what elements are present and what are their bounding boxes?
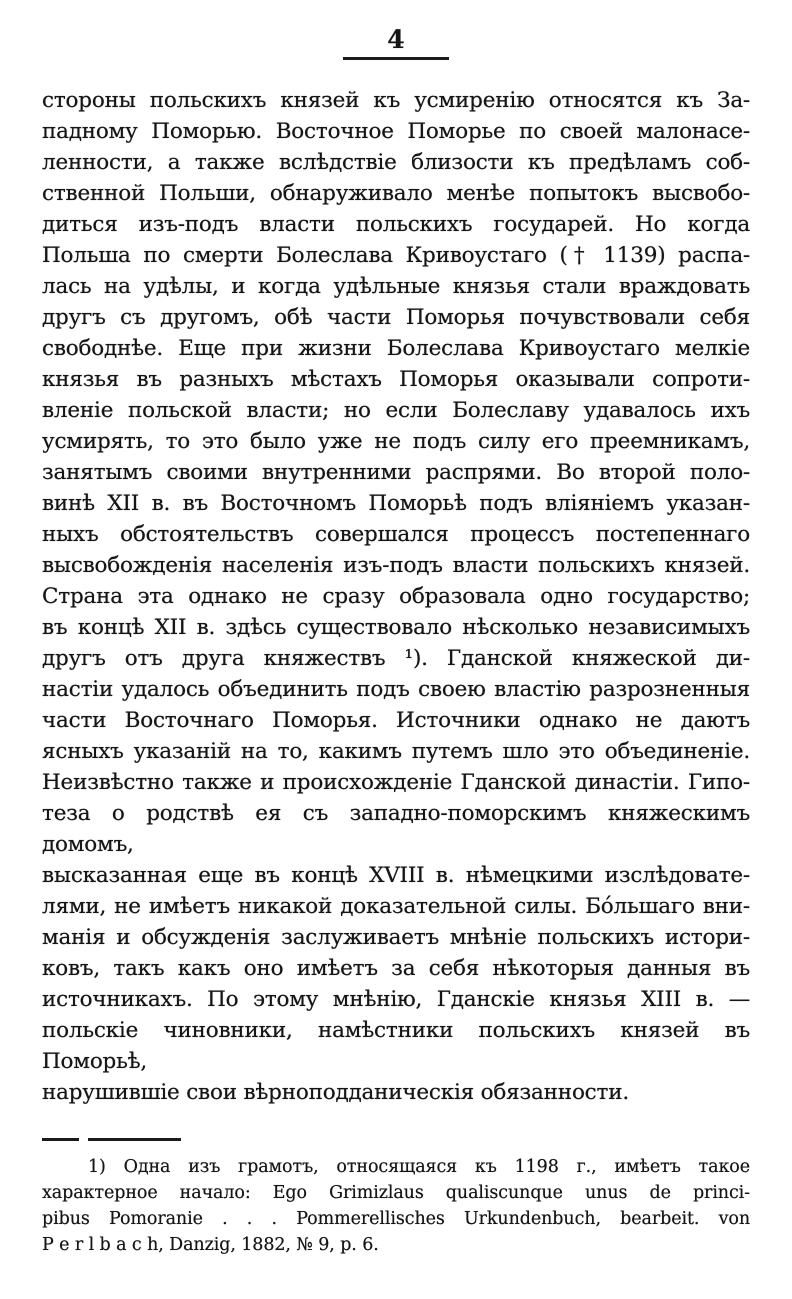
body-text-line: свободнѣе. Еще при жизни Болеслава Кривоустаго мелкіе — [42, 335, 750, 361]
footnote-text-line: pibus Pomoranie . . . Pommerellisches Urkundenbuch, bearbeit. von — [42, 1208, 750, 1229]
footnote-text-line: характерное начало: Ego Grimizlaus qualiscunque unus de princi- — [42, 1182, 750, 1203]
body-text-line: Страна эта однако не сразу образовала одно государство; — [42, 583, 750, 609]
body-text-line: другъ съ другомъ, обѣ части Поморья почувствовали себя — [42, 304, 750, 330]
body-text-line: занятымъ своими внутренними распрями. Во второй поло- — [42, 459, 750, 485]
page-number: 4 — [387, 25, 405, 54]
body-text-line: Неизвѣстно также и происхожденіе Гданской династіи. Гипо- — [42, 769, 750, 795]
body-text-line: манія и обсужденія заслуживаетъ мнѣніе польскихъ истори- — [42, 924, 750, 950]
footnote-text — [42, 1154, 750, 1258]
body-text-line: другъ отъ друга княжествъ ¹). Гданской княжеской ди- — [42, 645, 750, 671]
body-text-line: падному Поморью. Восточное Поморье по своей малонасе- — [42, 118, 750, 144]
body-text-line: Польша по смерти Болеслава Кривоустаго († 1139) распа- — [42, 242, 750, 268]
body-text-line: ныхъ обстоятельствъ совершался процессъ постепеннаго — [42, 521, 750, 547]
body-text-line: ленности, а также вслѣдствіе близости къ предѣламъ соб- — [42, 149, 750, 175]
footnote-separator-dash — [42, 1138, 79, 1141]
body-text-line: усмирять, то это было уже не подъ силу его преемникамъ, — [42, 428, 750, 454]
body-text-line: ственной Польши, обнаруживало менѣе попытокъ высвобо- — [42, 180, 750, 206]
body-text-line: настіи удалось объединить подъ своею властію разрозненныя — [42, 676, 750, 702]
body-text-line: ковъ, такъ какъ оно имѣетъ за себя нѣкоторыя данныя въ — [42, 955, 750, 981]
footnote-separator-rule — [88, 1138, 181, 1141]
body-text-line: диться изъ-подъ власти польскихъ государей. Но когда — [42, 211, 750, 237]
body-text-line: высказанная еще въ концѣ XVIII в. нѣмецкими изслѣдовате- — [42, 862, 750, 888]
body-text-line: лями, не имѣетъ никакой доказательной силы. Бо́льшаго вни- — [42, 893, 750, 919]
footnote-separator — [42, 1138, 750, 1141]
body-text-line: нарушившіе свои вѣрноподданическія обязанности. — [42, 1079, 629, 1105]
footnote-text-line: 1) Одна изъ грамотъ, относящаяся къ 1198 г., имѣетъ такое — [88, 1156, 750, 1177]
body-text-line: части Восточнаго Поморья. Источники однако не даютъ — [42, 707, 750, 733]
page-number-rule — [343, 57, 449, 60]
body-text — [42, 85, 750, 1108]
body-text-line: въ концѣ XII в. здѣсь существовало нѣсколько независимыхъ — [42, 614, 750, 640]
body-text-line: винѣ XII в. въ Восточномъ Поморьѣ подъ вліяніемъ указан- — [42, 490, 750, 516]
body-text-line: польскіе чиновники, намѣстники польскихъ князей въ Поморьѣ, — [42, 1017, 750, 1074]
footnote-text-line: P e r l b a c h, Danzig, 1882, № 9, p. 6. — [42, 1234, 379, 1255]
body-text-line: лась на удѣлы, и когда удѣльные князья стали враждовать — [42, 273, 750, 299]
body-text-line: теза о родствѣ ея съ западно-поморскимъ княжескимъ домомъ, — [42, 800, 750, 857]
page-header — [42, 26, 750, 60]
body-text-line: стороны польскихъ князей къ усмиренію относятся къ За- — [42, 87, 750, 113]
body-text-line: источникахъ. По этому мнѣнію, Гданскіе князья XIII в. — — [42, 986, 750, 1012]
body-text-line: вленіе польской власти; но если Болеславу удавалось ихъ — [42, 397, 750, 423]
body-text-line: ясныхъ указаній на то, какимъ путемъ шло это объединеніе. — [42, 738, 750, 764]
body-text-line: высвобожденія населенія изъ-подъ власти польскихъ князей. — [42, 552, 750, 578]
body-text-line: князья въ разныхъ мѣстахъ Поморья оказывали сопроти- — [42, 366, 750, 392]
